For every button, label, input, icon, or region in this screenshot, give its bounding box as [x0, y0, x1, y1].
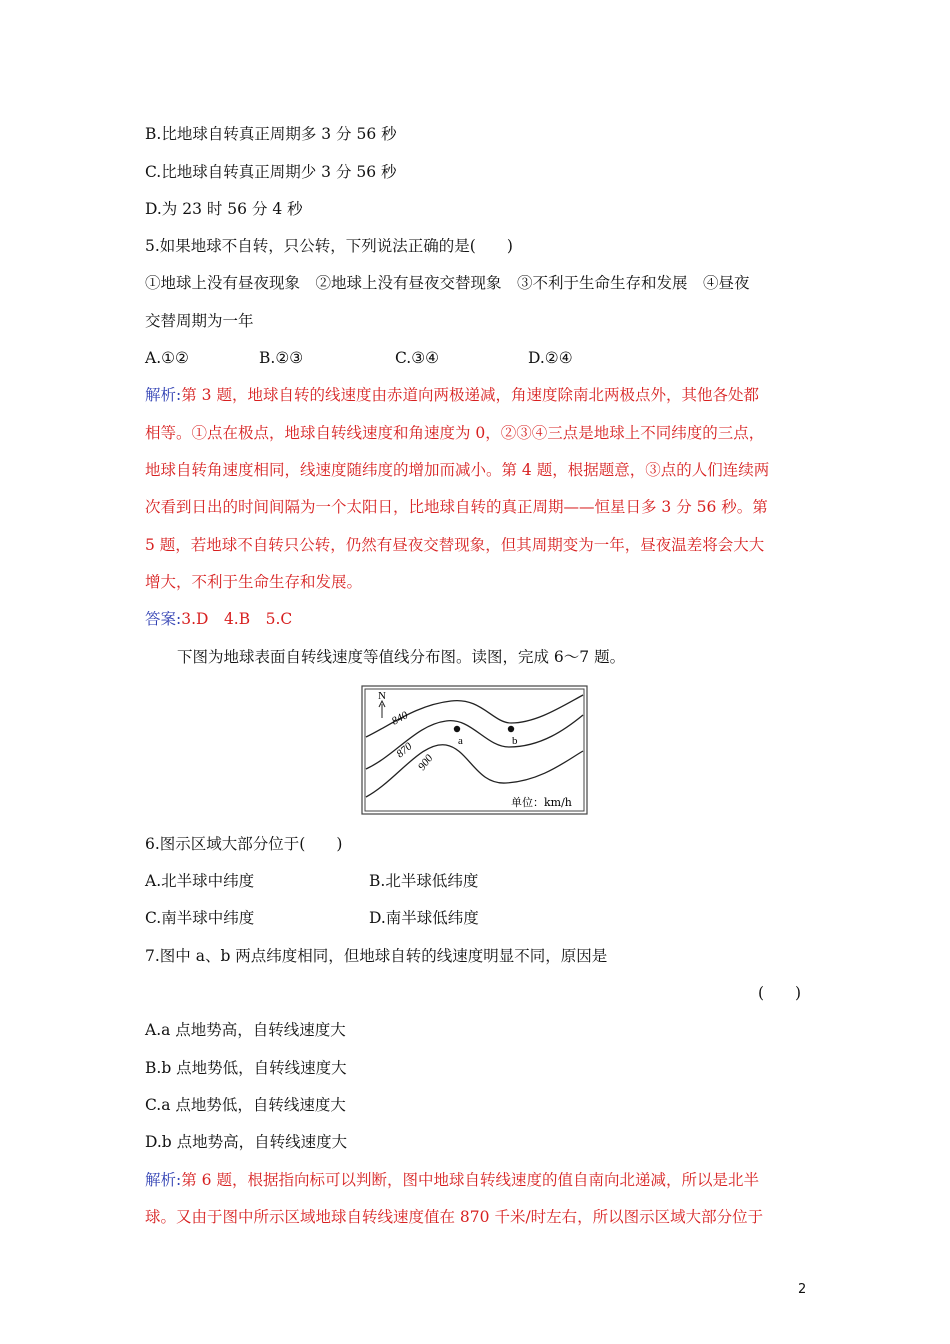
north-label: N: [378, 690, 386, 702]
point-b-marker: [508, 726, 514, 732]
answer-label: 答案:: [145, 610, 182, 628]
q7-stem: 7.图中 a、b 两点纬度相同，但地球自转的线速度明显不同，原因是: [145, 947, 608, 965]
analysis-2-label: 解析:: [145, 1171, 182, 1189]
q5-option-d: D.②④: [528, 349, 573, 367]
q6-option-d: D.南半球低纬度: [369, 909, 479, 927]
analysis-1-line-6: 增大，不利于生命生存和发展。: [145, 573, 363, 591]
analysis-1-line-3: 地球自转角速度相同，线速度随纬度的增加而减小。第 4 题，根据题意，③点的人们连续两: [145, 461, 770, 479]
analysis-2-line-2: 球。又由于图中所示区域地球自转线速度值在 870 千米/时左右，所以图示区域大部分位于: [145, 1208, 764, 1226]
analysis-1-line-5: 5 题，若地球不自转只公转，仍然有昼夜交替现象，但其周期变为一年，昼夜温差将会大大: [145, 536, 765, 554]
point-b-label: b: [512, 735, 518, 747]
q4-option-b: B.比地球自转真正周期多 3 分 56 秒: [145, 125, 397, 143]
contour-label-900: 900: [415, 752, 436, 773]
analysis-label: 解析:: [145, 386, 182, 404]
contour-label-840: 840: [389, 709, 410, 728]
q4-option-d: D.为 23 时 56 分 4 秒: [145, 200, 303, 218]
q5-option-b: B.②③: [259, 349, 304, 367]
point-a-marker: [454, 726, 460, 732]
q5-option-c: C.③④: [395, 349, 440, 367]
q6-stem: 6.图示区域大部分位于( ): [145, 835, 343, 853]
unit-label: 单位：km/h: [511, 796, 572, 809]
page-number: 2: [798, 1282, 807, 1297]
figure-intro: 下图为地球表面自转线速度等值线分布图。读图，完成 6～7 题。: [177, 648, 626, 666]
q7-option-a: A.a 点地势高，自转线速度大: [145, 1021, 346, 1039]
analysis-2-line-1: 解析:第 6 题，根据指向标可以判断，图中地球自转线速度的值自南向北递减，所以是北半: [145, 1171, 759, 1189]
answer-1: 答案:3.D 4.B 5.C: [145, 610, 293, 628]
q5-statements-line1: ①地球上没有昼夜现象 ②地球上没有昼夜交替现象 ③不利于生命生存和发展 ④昼夜: [145, 274, 750, 292]
q6-option-b: B.北半球低纬度: [369, 872, 479, 890]
analysis-1-line-4: 次看到日出的时间间隔为一个太阳日，比地球自转的真正周期——恒星日多 3 分 56 秒。第: [145, 498, 768, 516]
q4-option-c: C.比地球自转真正周期少 3 分 56 秒: [145, 163, 397, 181]
point-a-label: a: [458, 735, 463, 747]
q6-option-c: C.南半球中纬度: [145, 909, 255, 927]
q7-option-d: D.b 点地势高，自转线速度大: [145, 1133, 348, 1151]
contour-map-figure: [361, 685, 588, 815]
q6-option-a: A.北半球中纬度: [145, 872, 255, 890]
q5-stem: 5.如果地球不自转，只公转，下列说法正确的是( ): [145, 237, 513, 255]
q7-option-c: C.a 点地势低，自转线速度大: [145, 1096, 346, 1114]
q5-statements-line2: 交替周期为一年: [145, 312, 254, 330]
q7-bracket: ( ): [758, 984, 802, 1002]
q5-option-a: A.①②: [145, 349, 189, 367]
analysis-1-line-2: 相等。①点在极点，地球自转线速度和角速度为 0，②③④三点是地球上不同纬度的三点，: [145, 424, 765, 442]
analysis-1-line-1: 解析:第 3 题，地球自转的线速度由赤道向两极递减，角速度除南北两极点外，其他各处都: [145, 386, 759, 404]
q7-option-b: B.b 点地势低，自转线速度大: [145, 1059, 347, 1077]
contour-label-870: 870: [394, 740, 415, 761]
